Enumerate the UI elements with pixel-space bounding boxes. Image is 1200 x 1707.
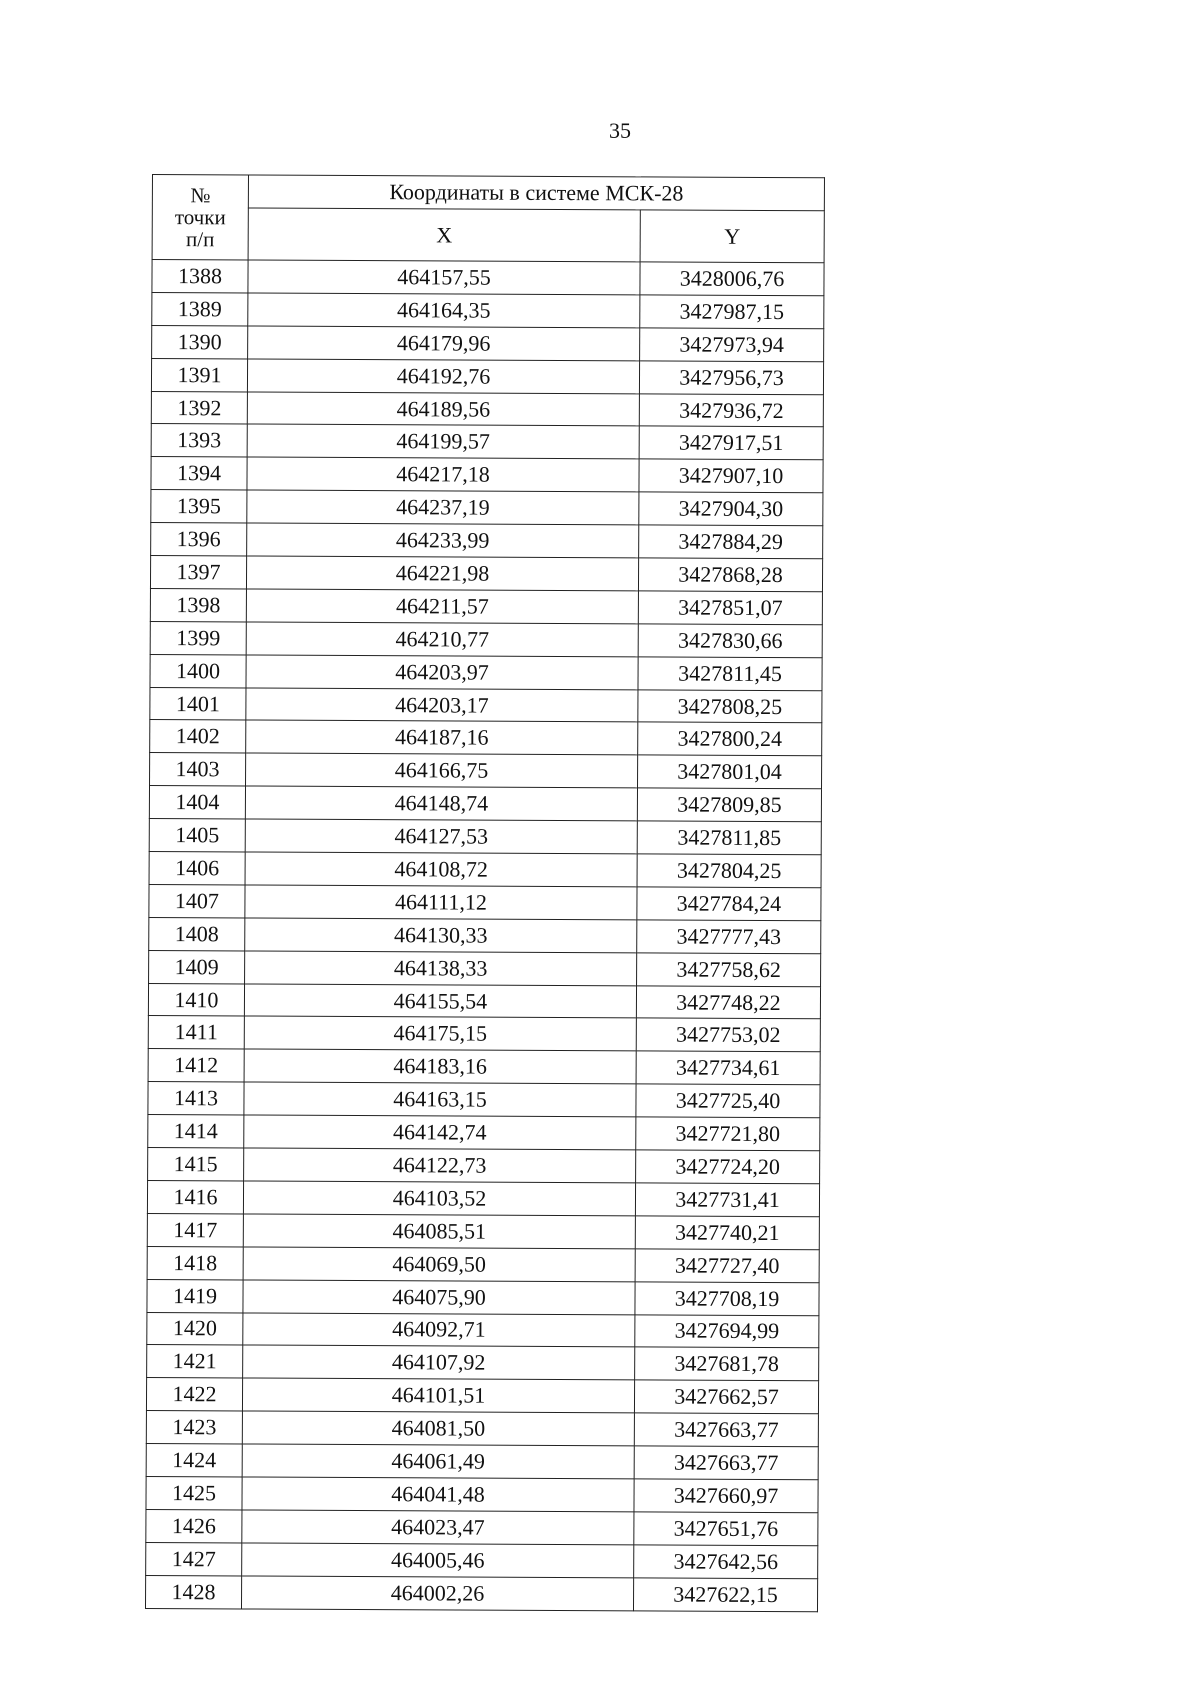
y-coordinate-cell: 3427936,72 <box>639 393 823 427</box>
x-coordinate-cell: 464233,99 <box>247 523 639 558</box>
x-coordinate-cell: 464179,96 <box>248 326 640 361</box>
table-row <box>147 1246 819 1282</box>
point-number-cell: 1388 <box>152 260 248 293</box>
point-number-cell: 1404 <box>149 786 245 819</box>
x-coordinate-cell: 464237,19 <box>247 490 639 525</box>
point-number-cell: 1405 <box>149 819 245 852</box>
x-coordinate-cell: 464192,76 <box>247 359 639 394</box>
coordinates-table <box>145 174 825 1612</box>
y-coordinate-cell: 3427884,29 <box>639 525 823 559</box>
y-column-header: Y <box>640 210 824 263</box>
point-number-cell: 1410 <box>148 983 244 1016</box>
table-row <box>146 1378 818 1414</box>
y-coordinate-cell: 3427784,24 <box>637 887 821 921</box>
x-coordinate-cell: 464122,73 <box>244 1148 636 1183</box>
y-coordinate-cell: 3427721,80 <box>636 1117 820 1151</box>
table-row <box>146 1509 818 1545</box>
table-row <box>148 1148 820 1184</box>
table-row <box>148 983 820 1019</box>
point-number-cell: 1412 <box>148 1049 244 1082</box>
y-coordinate-cell: 3427662,57 <box>634 1380 818 1414</box>
table-row <box>149 917 821 953</box>
y-coordinate-cell: 3427734,61 <box>636 1051 820 1085</box>
x-coordinate-cell: 464203,97 <box>246 655 638 690</box>
y-coordinate-cell: 3427642,56 <box>634 1545 818 1579</box>
table-row <box>147 1180 819 1216</box>
y-coordinate-cell: 3427731,41 <box>635 1183 819 1217</box>
table-row <box>146 1542 818 1578</box>
table-row <box>147 1345 819 1381</box>
point-number-cell: 1408 <box>149 917 245 950</box>
table-row <box>149 884 821 920</box>
y-coordinate-cell: 3427987,15 <box>640 295 824 329</box>
x-coordinate-cell: 464023,47 <box>242 1510 634 1545</box>
x-coordinate-cell: 464005,46 <box>242 1543 634 1578</box>
point-number-cell: 1393 <box>151 424 247 457</box>
point-number-cell: 1394 <box>151 457 247 490</box>
table-row <box>151 391 823 427</box>
x-coordinate-cell: 464203,17 <box>246 688 638 723</box>
y-coordinate-cell: 3427740,21 <box>635 1216 819 1250</box>
x-coordinate-cell: 464002,26 <box>241 1576 633 1611</box>
point-number-header-line1: № <box>190 183 211 208</box>
y-coordinate-cell: 3427804,25 <box>637 854 821 888</box>
point-number-cell: 1422 <box>146 1378 242 1411</box>
y-coordinate-cell: 3427622,15 <box>633 1577 817 1611</box>
point-number-cell: 1426 <box>146 1509 242 1542</box>
x-coordinate-cell: 464210,77 <box>246 622 638 657</box>
table-row <box>150 654 822 690</box>
point-number-header-line3: п/п <box>185 227 215 252</box>
table-row <box>147 1312 819 1348</box>
table-row <box>148 1016 820 1052</box>
x-coordinate-cell: 464081,50 <box>242 1411 634 1446</box>
point-number-cell: 1395 <box>151 490 247 523</box>
x-coordinate-cell: 464103,52 <box>243 1181 635 1216</box>
x-coordinate-cell: 464085,51 <box>243 1214 635 1249</box>
point-number-header <box>152 175 248 260</box>
y-coordinate-cell: 3427907,10 <box>639 459 823 493</box>
table-row <box>147 1213 819 1249</box>
x-column-header: X <box>248 208 640 262</box>
table-row <box>151 424 823 460</box>
table-row <box>152 292 824 328</box>
table-row <box>146 1411 818 1447</box>
y-coordinate-cell: 3427809,85 <box>637 788 821 822</box>
x-coordinate-cell: 464130,33 <box>245 918 637 953</box>
point-number-cell: 1419 <box>147 1279 243 1312</box>
y-coordinate-cell: 3427811,85 <box>637 821 821 855</box>
table-body <box>145 260 824 1612</box>
table-row <box>150 720 822 756</box>
y-coordinate-cell: 3427663,77 <box>634 1446 818 1480</box>
x-coordinate-cell: 464075,90 <box>243 1280 635 1315</box>
x-coordinate-cell: 464107,92 <box>243 1345 635 1380</box>
x-coordinate-cell: 464142,74 <box>244 1115 636 1150</box>
point-number-cell: 1421 <box>147 1345 243 1378</box>
x-coordinate-cell: 464199,57 <box>247 424 639 459</box>
point-number-cell: 1411 <box>148 1016 244 1049</box>
y-coordinate-cell: 3427811,45 <box>638 657 822 691</box>
y-coordinate-cell: 3427663,77 <box>634 1413 818 1447</box>
table-row <box>148 1115 820 1151</box>
point-number-cell: 1403 <box>150 753 246 786</box>
point-number-cell: 1406 <box>149 852 245 885</box>
y-coordinate-cell: 3428006,76 <box>640 262 824 296</box>
x-coordinate-cell: 464069,50 <box>243 1247 635 1282</box>
table-row <box>152 325 824 361</box>
x-coordinate-cell: 464092,71 <box>243 1312 635 1347</box>
x-coordinate-cell: 464175,15 <box>244 1016 636 1051</box>
point-number-cell: 1398 <box>150 588 246 621</box>
point-number-cell: 1418 <box>147 1246 243 1279</box>
y-coordinate-cell: 3427725,40 <box>636 1084 820 1118</box>
x-coordinate-cell: 464061,49 <box>242 1444 634 1479</box>
x-coordinate-cell: 464111,12 <box>245 885 637 920</box>
x-coordinate-cell: 464221,98 <box>246 556 638 591</box>
table-row <box>150 556 822 592</box>
y-coordinate-cell: 3427694,99 <box>635 1314 819 1348</box>
table-row <box>150 687 822 723</box>
x-coordinate-cell: 464217,18 <box>247 457 639 492</box>
table-row <box>148 1049 820 1085</box>
point-number-cell: 1420 <box>147 1312 243 1345</box>
y-coordinate-cell: 3427801,04 <box>638 755 822 789</box>
y-coordinate-cell: 3427758,62 <box>637 953 821 987</box>
table-row <box>151 457 823 493</box>
point-number-cell: 1392 <box>151 391 247 424</box>
y-coordinate-cell: 3427830,66 <box>638 624 822 658</box>
table-row <box>150 621 822 657</box>
point-number-cell: 1389 <box>152 292 248 325</box>
point-number-cell: 1424 <box>146 1444 242 1477</box>
point-number-cell: 1390 <box>152 325 248 358</box>
x-coordinate-cell: 464164,35 <box>248 293 640 328</box>
table-row <box>149 950 821 986</box>
y-coordinate-cell: 3427777,43 <box>637 920 821 954</box>
point-number-cell: 1416 <box>147 1180 243 1213</box>
x-coordinate-cell: 464155,54 <box>244 984 636 1019</box>
table-row <box>146 1444 818 1480</box>
x-coordinate-cell: 464189,56 <box>247 392 639 427</box>
y-coordinate-cell: 3427904,30 <box>639 492 823 526</box>
table-row <box>151 490 823 526</box>
point-number-cell: 1428 <box>145 1575 241 1608</box>
point-number-cell: 1396 <box>151 523 247 556</box>
x-coordinate-cell: 464157,55 <box>248 260 640 295</box>
page-number: 35 <box>609 118 631 143</box>
y-coordinate-cell: 3427708,19 <box>635 1281 819 1315</box>
table-row <box>151 358 823 394</box>
x-coordinate-cell: 464166,75 <box>246 753 638 788</box>
point-number-cell: 1425 <box>146 1476 242 1509</box>
x-coordinate-cell: 464183,16 <box>244 1049 636 1084</box>
y-coordinate-cell: 3427660,97 <box>634 1479 818 1513</box>
y-coordinate-cell: 3427724,20 <box>636 1150 820 1184</box>
y-coordinate-cell: 3427868,28 <box>638 558 822 592</box>
point-number-cell: 1401 <box>150 687 246 720</box>
table-row <box>151 523 823 559</box>
point-number-cell: 1402 <box>150 720 246 753</box>
x-coordinate-cell: 464041,48 <box>242 1477 634 1512</box>
table-row <box>149 819 821 855</box>
point-number-header-line2: точки <box>174 205 226 230</box>
table-header <box>152 175 824 263</box>
y-coordinate-cell: 3427681,78 <box>635 1347 819 1381</box>
table-row <box>150 588 822 624</box>
y-coordinate-cell: 3427748,22 <box>636 985 820 1019</box>
y-coordinate-cell: 3427808,25 <box>638 689 822 723</box>
point-number-cell: 1399 <box>150 621 246 654</box>
y-coordinate-cell: 3427973,94 <box>640 328 824 362</box>
x-coordinate-cell: 464108,72 <box>245 852 637 887</box>
x-coordinate-cell: 464101,51 <box>242 1378 634 1413</box>
y-coordinate-cell: 3427917,51 <box>639 426 823 460</box>
x-coordinate-cell: 464163,15 <box>244 1082 636 1117</box>
x-coordinate-cell: 464187,16 <box>246 720 638 755</box>
table-row <box>149 852 821 888</box>
point-number-cell: 1409 <box>149 950 245 983</box>
x-coordinate-cell: 464148,74 <box>245 786 637 821</box>
point-number-cell: 1414 <box>148 1115 244 1148</box>
table-row <box>147 1279 819 1315</box>
y-coordinate-cell: 3427800,24 <box>638 722 822 756</box>
y-coordinate-cell: 3427851,07 <box>638 591 822 625</box>
point-number-cell: 1407 <box>149 884 245 917</box>
point-number-cell: 1427 <box>146 1542 242 1575</box>
point-number-cell: 1413 <box>148 1082 244 1115</box>
point-number-cell: 1415 <box>148 1148 244 1181</box>
y-coordinate-cell: 3427651,76 <box>634 1512 818 1546</box>
table-row <box>149 786 821 822</box>
table-row <box>148 1082 820 1118</box>
table-row <box>145 1575 817 1611</box>
point-number-cell: 1397 <box>150 556 246 589</box>
y-coordinate-cell: 3427727,40 <box>635 1249 819 1283</box>
table-row <box>146 1476 818 1512</box>
point-number-cell: 1423 <box>146 1411 242 1444</box>
y-coordinate-cell: 3427753,02 <box>636 1018 820 1052</box>
point-number-cell: 1391 <box>151 358 247 391</box>
y-coordinate-cell: 3427956,73 <box>639 361 823 395</box>
point-number-cell: 1417 <box>147 1213 243 1246</box>
x-coordinate-cell: 464138,33 <box>245 951 637 986</box>
table-row <box>152 260 824 296</box>
x-coordinate-cell: 464211,57 <box>246 589 638 624</box>
coordinates-group-header: Координаты в системе МСК-28 <box>248 175 824 211</box>
table-row <box>150 753 822 789</box>
x-coordinate-cell: 464127,53 <box>245 819 637 854</box>
point-number-cell: 1400 <box>150 654 246 687</box>
